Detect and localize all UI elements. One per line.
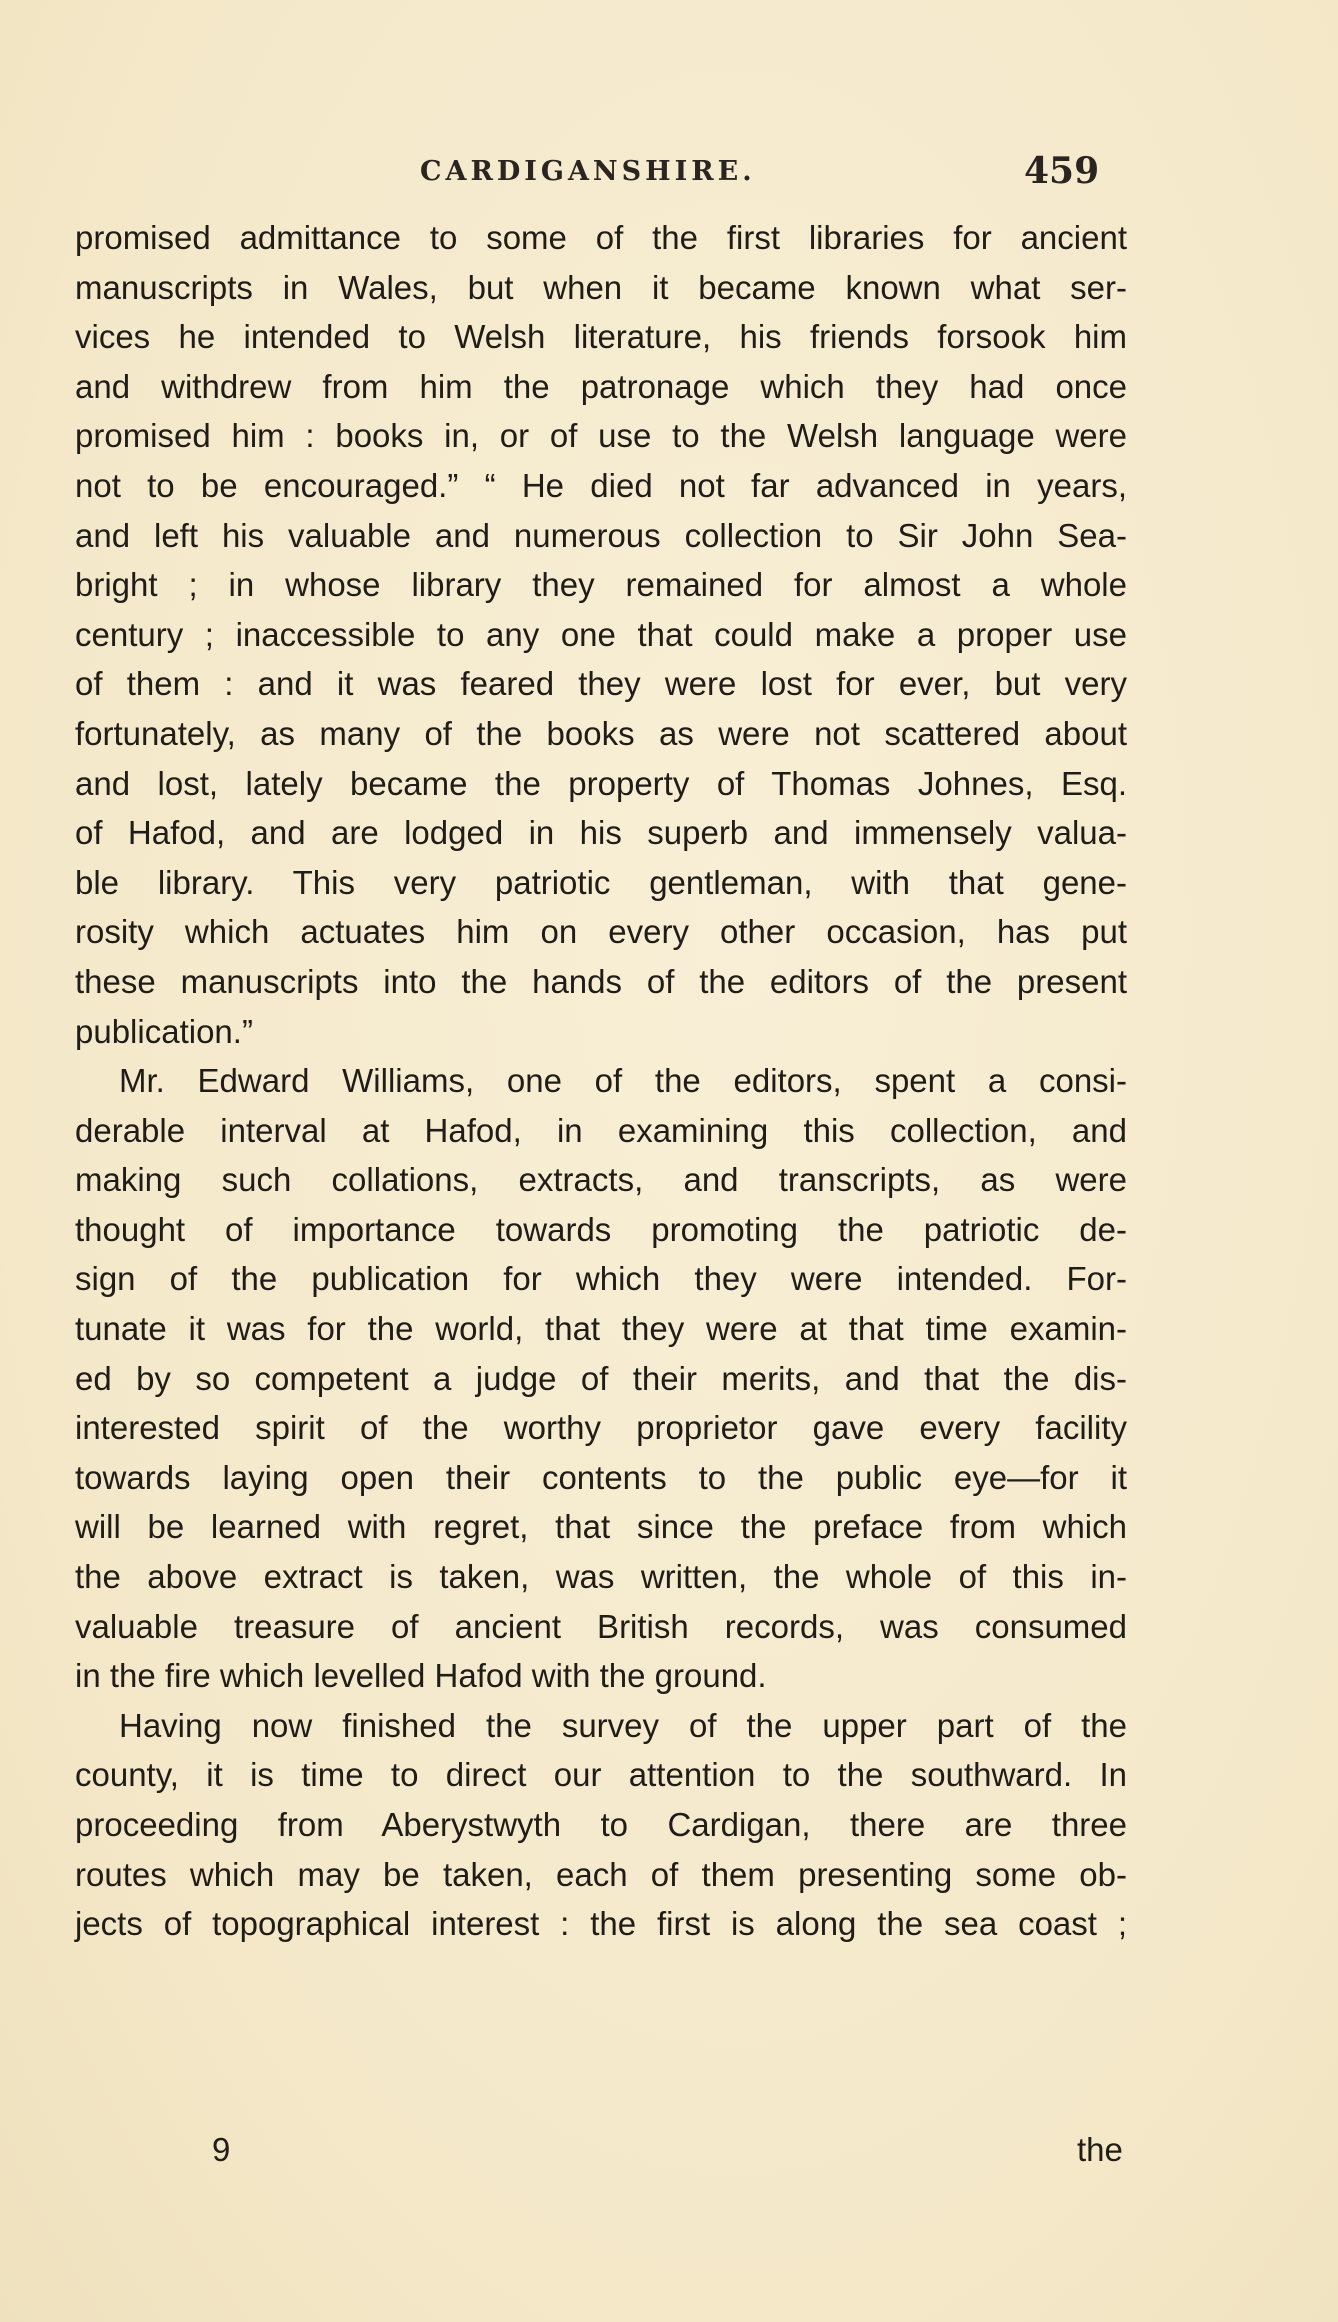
text-line: not to be encouraged.” “ He died not far advanced in years, <box>75 466 1127 504</box>
catchword: the <box>1077 2131 1123 2168</box>
text-line: interested spirit of the worthy proprietor gave every facility <box>75 1409 1127 1447</box>
text-line: valuable treasure of ancient British records, was consumed <box>75 1607 1127 1645</box>
text-line: fortunately, as many of the books as were not scattered about <box>75 714 1127 752</box>
text-line: towards laying open their contents to the public eye—for it <box>75 1458 1127 1496</box>
running-head: CARDIGANSHIRE. <box>420 156 756 187</box>
paragraph-start-line: Mr. Edward Williams, one of the editors, spent a consi- <box>119 1062 1127 1100</box>
text-line: county, it is time to direct our attention to the southward. In <box>75 1756 1127 1794</box>
text-line: of them : and it was feared they were lost for ever, but very <box>75 665 1127 703</box>
text-line: thought of importance towards promoting the patriotic de- <box>75 1210 1127 1248</box>
paragraph-start-line: Having now finished the survey of the upper part of the <box>119 1706 1127 1744</box>
text-line: bright ; in whose library they remained for almost a whole <box>75 566 1127 604</box>
text-line: promised him : books in, or of use to the Welsh language were <box>75 417 1127 455</box>
text-line: proceeding from Aberystwyth to Cardigan, there are three <box>75 1806 1127 1843</box>
text-line: ed by so competent a judge of their merits, and that the dis- <box>75 1359 1127 1397</box>
body-text <box>75 213 1127 1949</box>
text-line: promised admittance to some of the first libraries for ancient <box>75 219 1127 256</box>
text-line: ble library. This very patriotic gentleman, with that gene- <box>75 863 1127 901</box>
text-line: these manuscripts into the hands of the editors of the present <box>75 962 1127 1000</box>
text-line: derable interval at Hafod, in examining this collection, and <box>75 1111 1127 1149</box>
paragraph-end-line: in the fire which levelled Hafod with the ground. <box>75 1657 767 1695</box>
text-line: will be learned with regret, that since the preface from which <box>75 1508 1127 1546</box>
text-line: century ; inaccessible to any one that could make a proper use <box>75 615 1127 653</box>
text-line: tunate it was for the world, that they were at that time examin- <box>75 1310 1127 1348</box>
text-line: the above extract is taken, was written, the whole of this in- <box>75 1558 1127 1596</box>
text-line: sign of the publication for which they were intended. For- <box>75 1260 1127 1298</box>
text-line: and withdrew from him the patronage which they had once <box>75 367 1127 405</box>
text-line: of Hafod, and are lodged in his superb and immensely valua- <box>75 814 1127 852</box>
text-line: routes which may be taken, each of them presenting some ob- <box>75 1855 1127 1893</box>
text-line: manuscripts in Wales, but when it became known what ser- <box>75 268 1127 306</box>
text-line: and left his valuable and numerous collection to Sir John Sea- <box>75 516 1127 554</box>
paragraph-end-line: publication.” <box>75 1012 253 1050</box>
text-line: rosity which actuates him on every other occasion, has put <box>75 913 1127 951</box>
text-line: jects of topographical interest : the first is along the sea coast ; <box>75 1905 1127 1943</box>
text-line: making such collations, extracts, and transcripts, as were <box>75 1161 1127 1199</box>
page-header <box>0 150 1338 200</box>
text-line: vices he intended to Welsh literature, his friends forsook him <box>75 318 1127 356</box>
page-footer <box>0 2131 1338 2181</box>
text-line: and lost, lately became the property of Thomas Johnes, Esq. <box>75 764 1127 802</box>
page-number: 459 <box>1024 150 1100 192</box>
signature-mark: 9 <box>212 2131 231 2168</box>
